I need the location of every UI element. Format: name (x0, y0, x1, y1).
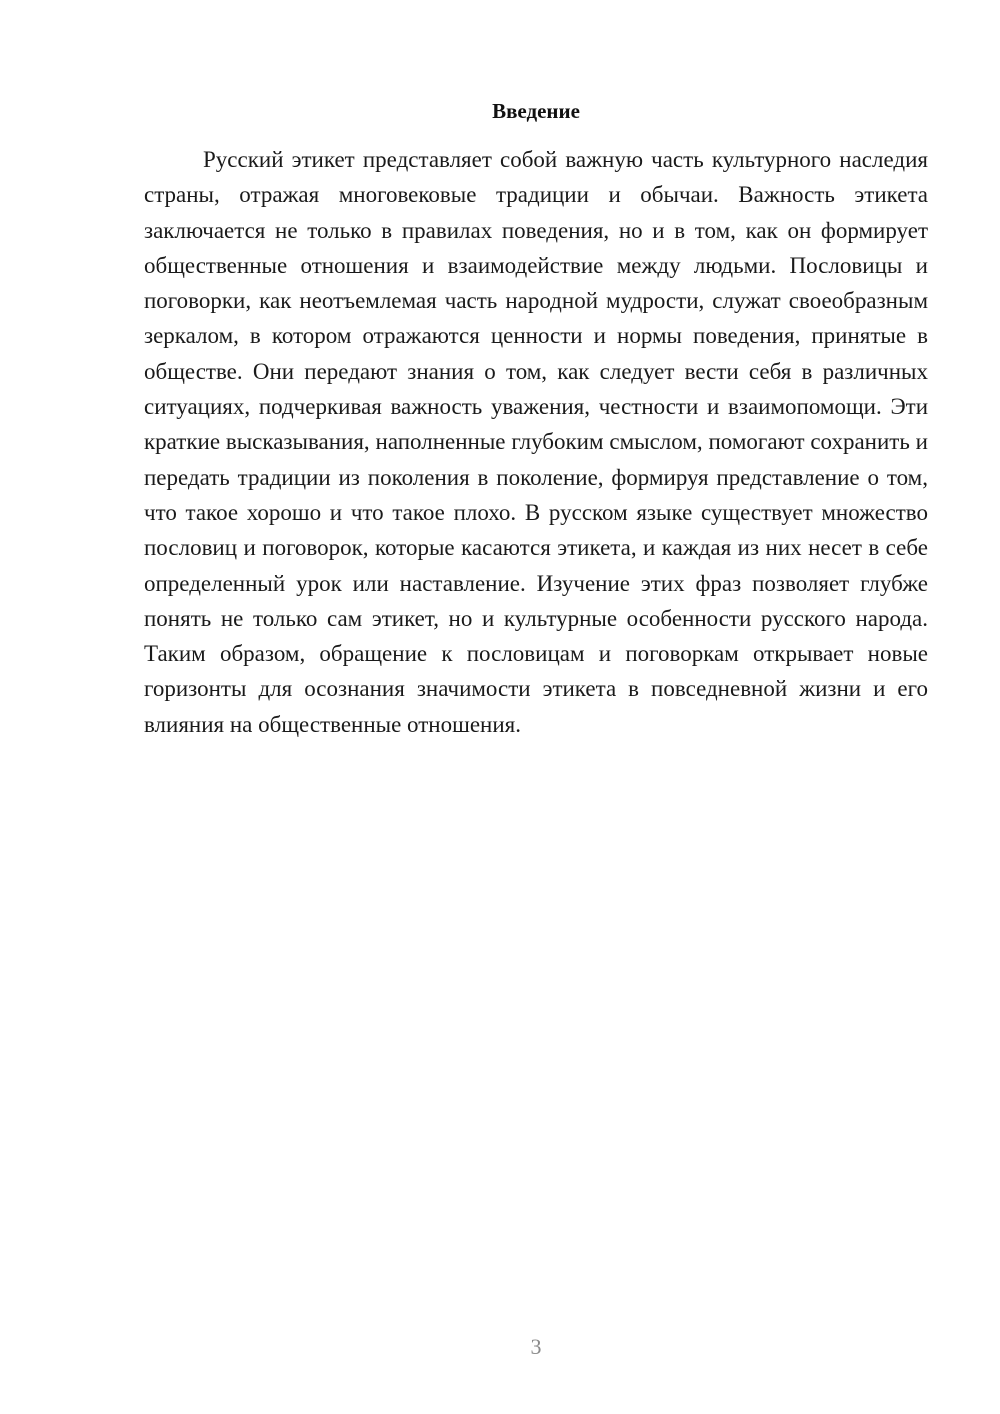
page-number: 3 (530, 1334, 542, 1359)
section-heading: Введение (492, 99, 580, 123)
intro-paragraph: Русский этикет представляет собой важную часть культурного наследия страны, отражая многовековые традиции и обычаи. Важность этикета заключается не только в правилах поведения, но и в том, как он формирует общественные отношения и взаимодействие между людьми. Пословицы и поговорки, как неотъемлемая часть народной мудрости, служат своеобразным зеркалом, в котором отражаются ценности и нормы поведения, принятые в обществе. Они передают знания о том, как следует вести себя в различных ситуациях, подчеркивая важность уважения, честности и взаимопомощи. Эти краткие высказывания, наполненные глубоким смыслом, помогают сохранить и передать традиции из поколения в поколение, формируя представление о том, что такое хорошо и что такое плохо. В русском языке существует множество пословиц и поговорок, которые касаются этикета, и каждая из них несет в себе определенный урок или наставление. Изучение этих фраз позволяет глубже понять не только сам этикет, но и культурные особенности русского народа. Таким образом, обращение к пословицам и поговоркам открывает новые горизонты для осознания значимости этикета в повседневной жизни и его влияния на общественные отношения. (144, 147, 928, 737)
